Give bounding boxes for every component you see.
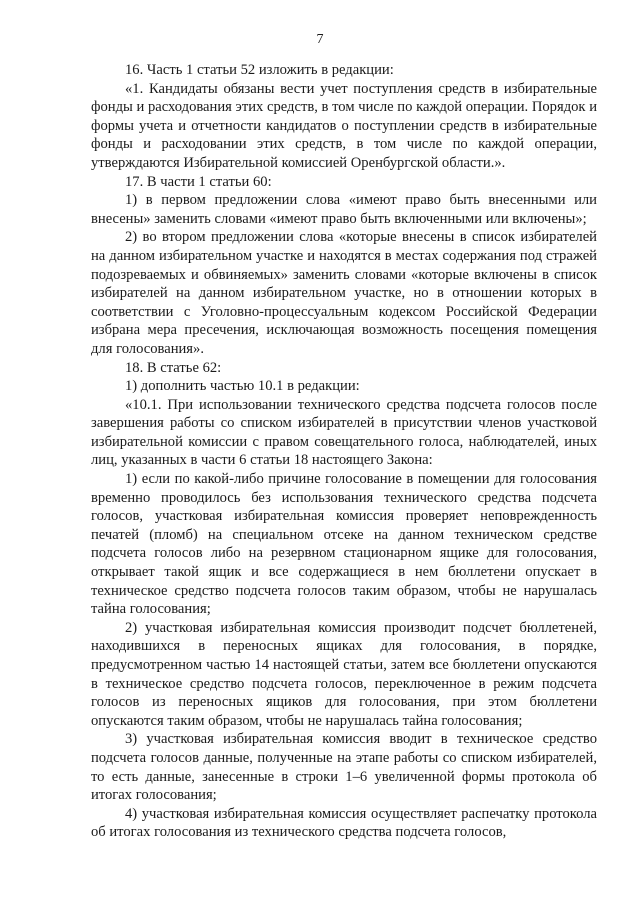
paragraph-17: 17. В части 1 статьи 60: — [125, 173, 272, 190]
paragraph-16: 16. Часть 1 статьи 52 изложить в редакции: — [125, 62, 394, 78]
page-number: 7 — [316, 32, 324, 47]
paragraph-10-1-item-3: 3) участковая избирательная комиссия вводит в техническое средство подсчета голосов данные, полученные на этапе работы со списком избирателей, то есть данные, занесенные в строки 1–6 увеличенной формы протокола об итогах голосования; — [91, 731, 597, 804]
paragraph-10-1-item-1: 1) если по какой-либо причине голосование в помещении для голосования временно проводилось без использования технического средства подсчета голосов, участковая избирательная комиссия проверяет неповрежденность печатей (пломб) на специальном отсеке на данном техническом средстве подсчета голосов либо на резервном стационарном ящике для голосования, открывает такой ящик и все содержащиеся в нем бюллетени опускает в техническое средство подсчета голосов таким образом, чтобы не нарушалась тайна голосования; — [91, 471, 597, 618]
paragraph-18: 18. В статье 62: — [125, 359, 222, 376]
document-body — [91, 61, 597, 842]
paragraph-16-text: «1. Кандидаты обязаны вести учет поступления средств в избирательные фонды и расходования этих средств, в том числе по каждой операции. Порядок и формы учета и отчетности кандидатов о поступлении средств в избирательные фонды и расходовании этих средств, в том числе по каждой операции, утверждаются Избирательной комиссией Оренбургской области.». — [91, 80, 597, 171]
paragraph-10-1: «10.1. При использовании технического средства подсчета голосов после завершения работы со списком избирателей в присутствии членов участковой избирательной комиссии с правом совещательного голоса, наблюдателей, иных лиц, указанных в части 6 статьи 18 настоящего Закона: — [91, 396, 597, 469]
paragraph-17-item-1: 1) в первом предложении слова «имеют право быть внесенными или внесены» заменить словами «имеют право быть включенными или включены»; — [91, 192, 597, 227]
paragraph-10-1-item-2: 2) участковая избирательная комиссия производит подсчет бюллетеней, находившихся в переносных ящиках для голосования, в порядке, предусмотренном частью 14 настоящей статьи, затем все бюллетени опускаются в техническое средство подсчета голосов, переключенное в режим подсчета голосов из переносных ящиков для голосования, при этом бюллетени опускаются таким образом, чтобы не нарушалась тайна голосования; — [91, 619, 597, 729]
paragraph-10-1-item-4: 4) участковая избирательная комиссия осуществляет распечатку протокола об итогах голосования из технического средства подсчета голосов, — [91, 805, 597, 841]
paragraph-18-item-1: 1) дополнить частью 10.1 в редакции: — [125, 378, 360, 395]
paragraph-17-item-2: 2) во втором предложении слова «которые внесены в список избирателей на данном избирательном участке и находятся в местах содержания под стражей подозреваемых и обвиняемых» заменить словами «которые включены в список избирателей на данном избирательном участке, но в отношении которых в соответствии с Уголовно-процессуальным кодексом Российской Федерации избрана мера пресечения, исключающая возможность посещения помещения для голосования». — [91, 229, 597, 357]
